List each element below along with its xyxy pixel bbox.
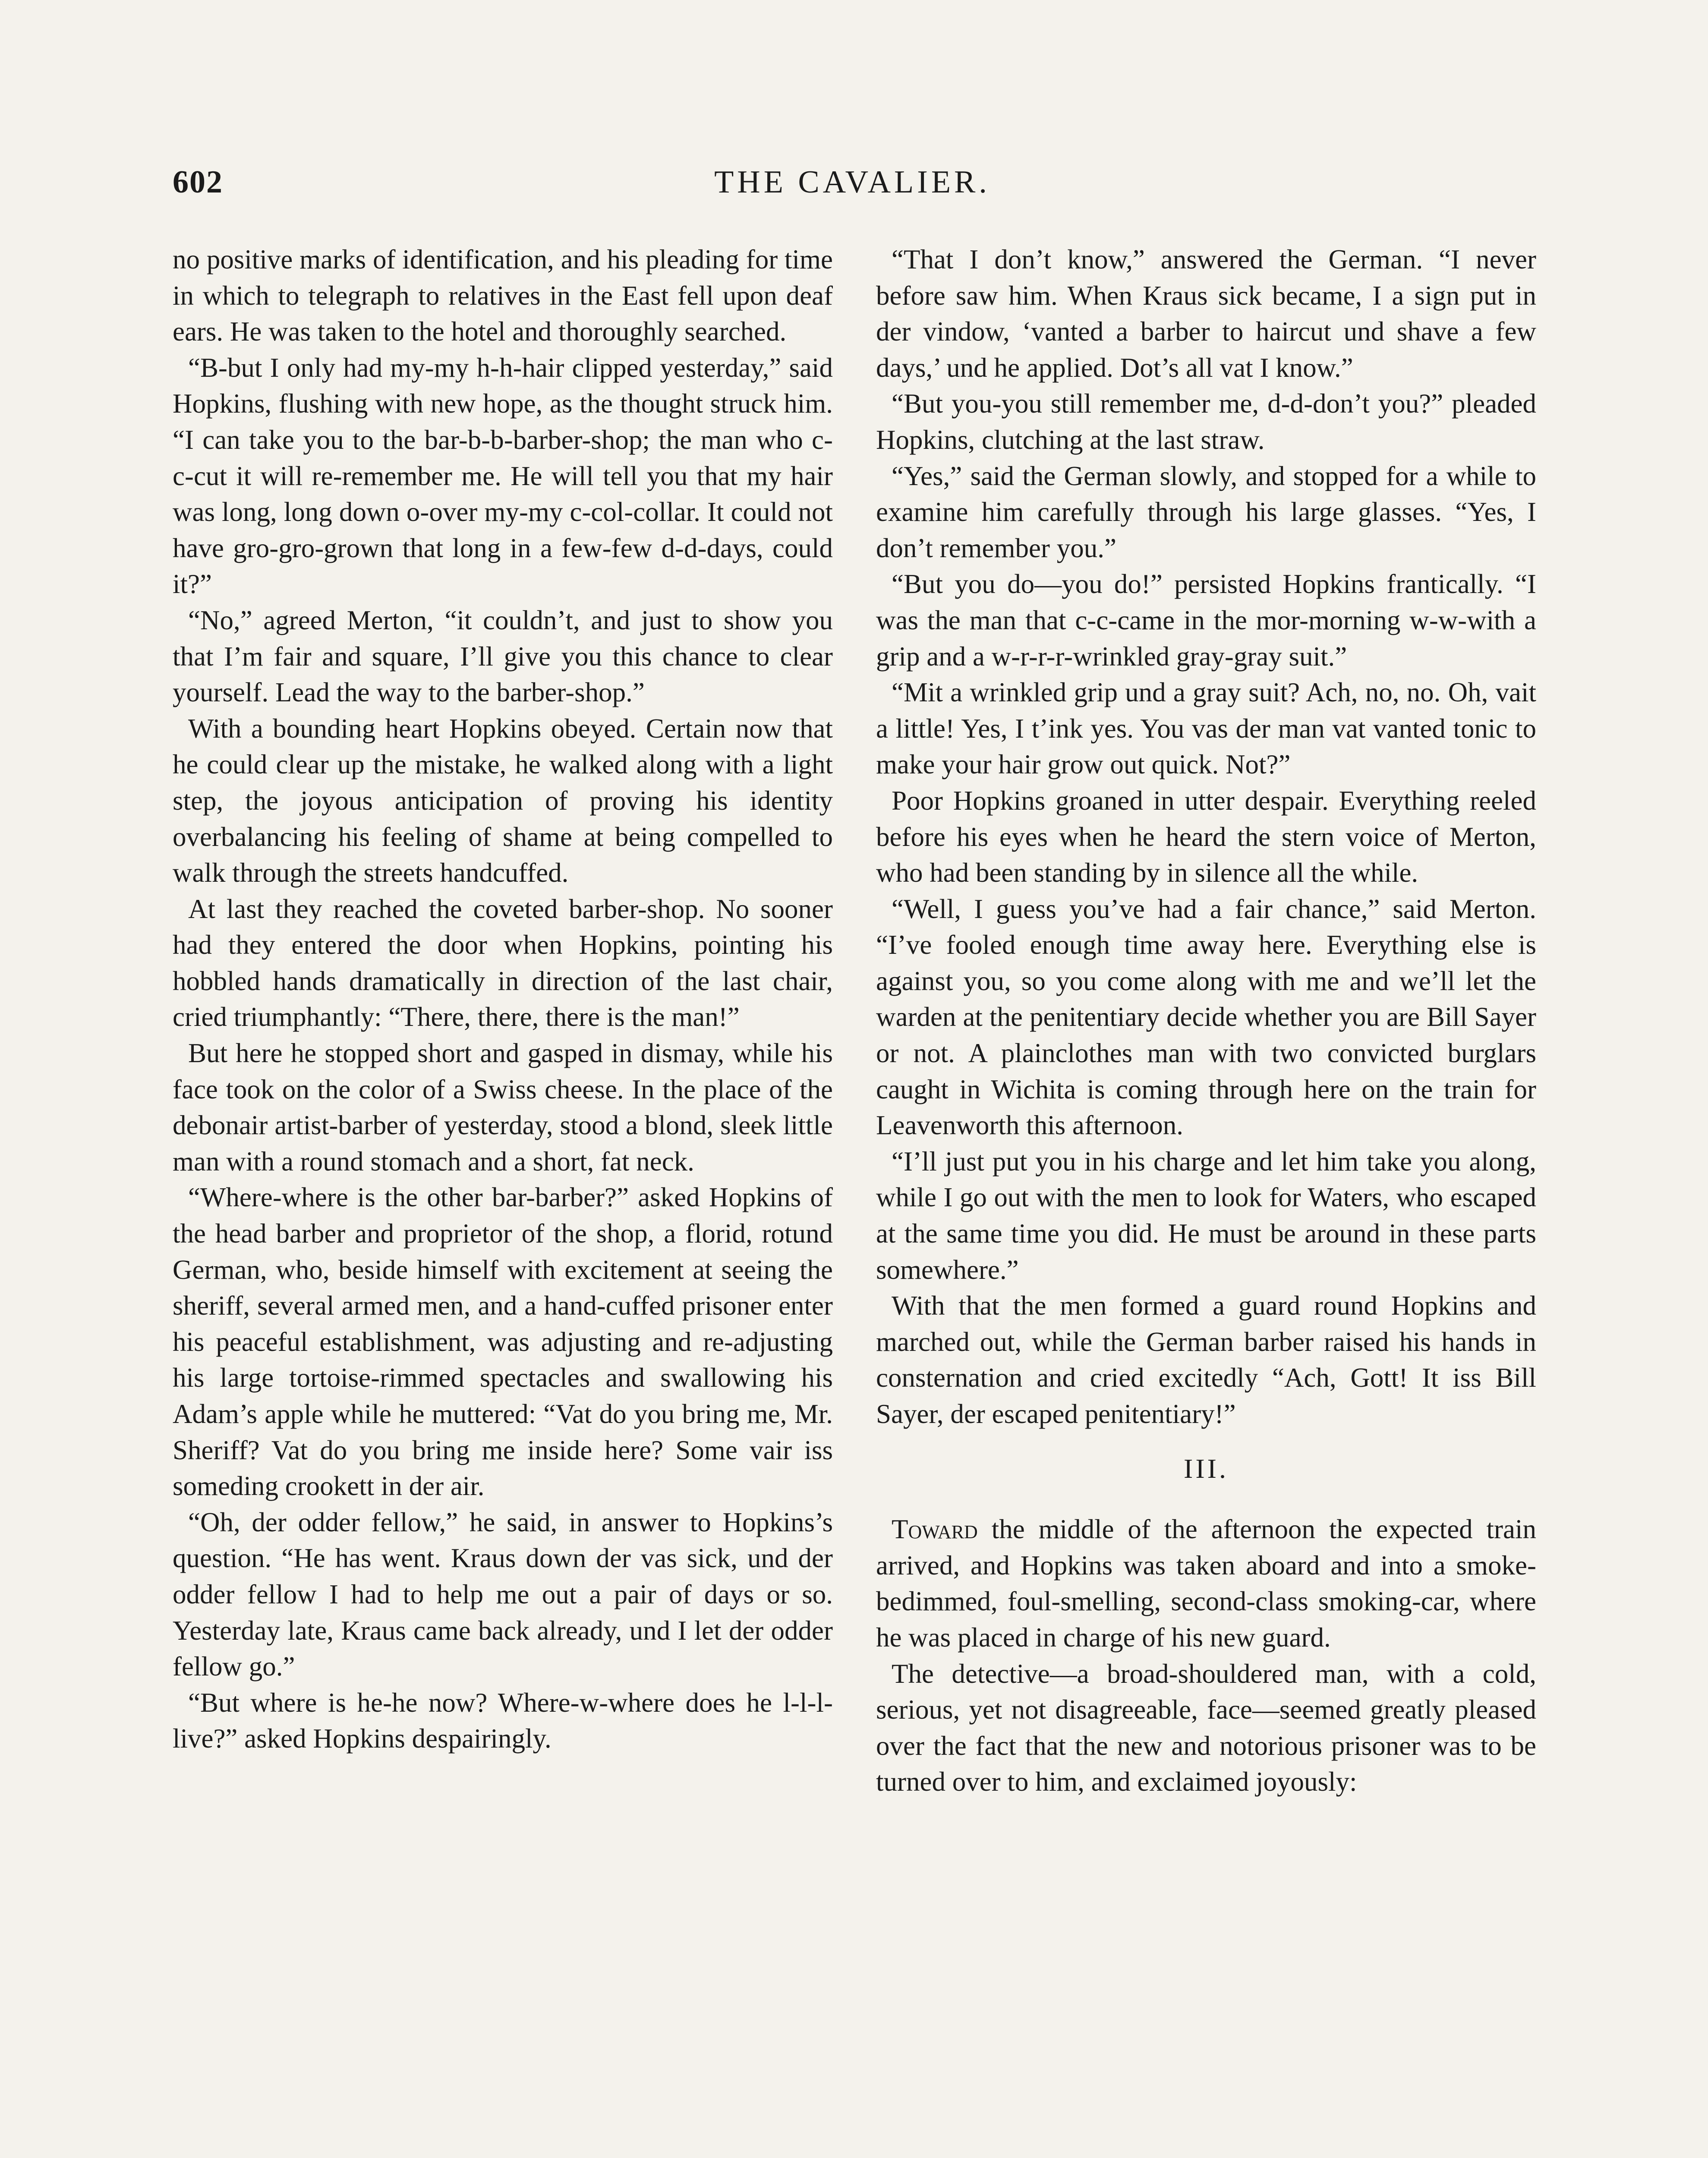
paragraph: The detective—a broad-shouldered man, with a cold, serious, yet not disagreeable, face—seemed greatly pleased over the fact that the new and notorious prisoner was to be turned over to him, and exclaimed joyously: — [876, 1658, 1536, 1797]
paragraph: “Yes,” said the German slowly, and stopped for a while to examine him carefully through his large glasses. “Yes, I don’t remember you.” — [876, 461, 1536, 563]
paragraph: With that the men formed a guard round Hopkins and marched out, while the German barber raised his hands in consternation and cried excitedly “Ach, Gott! It iss Bill Sayer, der escaped penitentiary!” — [876, 1290, 1536, 1429]
paragraph: Poor Hopkins groaned in utter despair. Everything reeled before his eyes when he heard the stern voice of Merton, who had been standing by in silence all the while. — [876, 785, 1536, 888]
page-number: 602 — [173, 164, 223, 200]
page-header — [173, 164, 1532, 211]
lead-in-small-caps: Toward — [892, 1514, 978, 1545]
running-head: THE CAVALIER. — [714, 164, 990, 200]
paragraph: “Oh, der odder fellow,” he said, in answer to Hopkins’s question. “He has went. Kraus down der vas sick, und der odder fellow I had to help me out a pair of days or so. Yesterday late, Kraus came back already, und I let der odder fellow go.” — [173, 1507, 833, 1682]
paragraph: no positive marks of identification, and his pleading for time in which to telegraph to relatives in the East fell upon deaf ears. He was taken to the hotel and thoroughly searched. — [173, 244, 833, 347]
section-opening-paragraph — [876, 1511, 1536, 1656]
paragraph: “I’ll just put you in his charge and let him take you along, while I go out with the men to look for Waters, who escaped at the same time you did. He must be around in these parts somewhere.” — [876, 1146, 1536, 1285]
section-heading: III. — [1184, 1453, 1229, 1484]
left-column — [173, 242, 833, 1757]
paragraph: “Mit a wrinkled grip und a gray suit? Ach, no, no. Oh, vait a little! Yes, I t’ink yes. You vas der man vat vanted tonic to make your hair grow out quick. Not?” — [876, 677, 1536, 780]
paragraph: “But you do—you do!” persisted Hopkins frantically. “I was the man that c-c-came in the mor-morning w-w-with a grip and a w-r-r-r-wrinkled gray-gray suit.” — [876, 569, 1536, 672]
paragraph: “But you-you still remember me, d-d-don’t you?” pleaded Hopkins, clutching at the last straw. — [876, 388, 1536, 455]
paragraph: “No,” agreed Merton, “it couldn’t, and just to show you that I’m fair and square, I’ll give you this chance to clear yourself. Lead the way to the barber-shop.” — [173, 605, 833, 708]
paragraph-text: the middle of the afternoon the expected train arrived, and Hopkins was taken aboard and into a smoke-bedimmed, foul-smelling, second-class smoking-car, where he was placed in charge of his new guard. — [876, 1514, 1536, 1653]
paragraph: “That I don’t know,” answered the German. “I never before saw him. When Kraus sick became, I a sign put in der vindow, ‘vanted a barber to haircut und shave a few days,’ und he applied. Dot’s all vat I know.” — [876, 244, 1536, 383]
paragraph: “But where is he-he now? Where-w-where does he l-l-l-live?” asked Hopkins despairingly. — [173, 1687, 833, 1754]
paragraph: But here he stopped short and gasped in dismay, while his face took on the color of a Swiss cheese. In the place of the debonair artist-barber of yesterday, stood a blond, sleek little man with a round stomach and a short, fat neck. — [173, 1038, 833, 1177]
paragraph: At last they reached the coveted barber-shop. No sooner had they entered the door when Hopkins, pointing his hobbled hands dramatically in direction of the last chair, cried triumphantly: “There, there, there is the man!” — [173, 893, 833, 1032]
paragraph: With a bounding heart Hopkins obeyed. Certain now that he could clear up the mistake, he walked along with a light step, the joyous anticipation of proving his identity overbalancing his feeling of shame at being compelled to walk through the streets handcuffed. — [173, 713, 833, 888]
paragraph: “B-but I only had my-my h-h-hair clipped yesterday,” said Hopkins, flushing with new hope, as the thought struck him. “I can take you to the bar-b-b-barber-shop; the man who c-c-cut it will re-remember me. He will tell you that my hair was long, long down o-over my-my c-col-collar. It could not have gro-gro-grown that long in a few-few d-d-days, could it?” — [173, 352, 833, 599]
right-column — [876, 242, 1536, 1800]
paragraph: “Well, I guess you’ve had a fair chance,” said Merton. “I’ve fooled enough time away here. Everything else is against you, so you come along with me and we’ll let the warden at the penitentiary decide whether you are Bill Sayer or not. A plainclothes man with two convicted burglars caught in Wichita is coming through here on the train for Leavenworth this afternoon. — [876, 893, 1536, 1141]
paragraph: “Where-where is the other bar-barber?” asked Hopkins of the head barber and proprietor of the shop, a florid, rotund German, who, beside himself with excitement at seeing the sheriff, several armed men, and a hand-cuffed prisoner enter his peaceful establishment, was adjusting and re-adjusting his large tortoise-rimmed spectacles and swallowing his Adam’s apple while he muttered: “Vat do you bring me, Mr. Sheriff? Vat do you bring me inside here? Some vair iss someding crookett in der air. — [173, 1182, 833, 1502]
